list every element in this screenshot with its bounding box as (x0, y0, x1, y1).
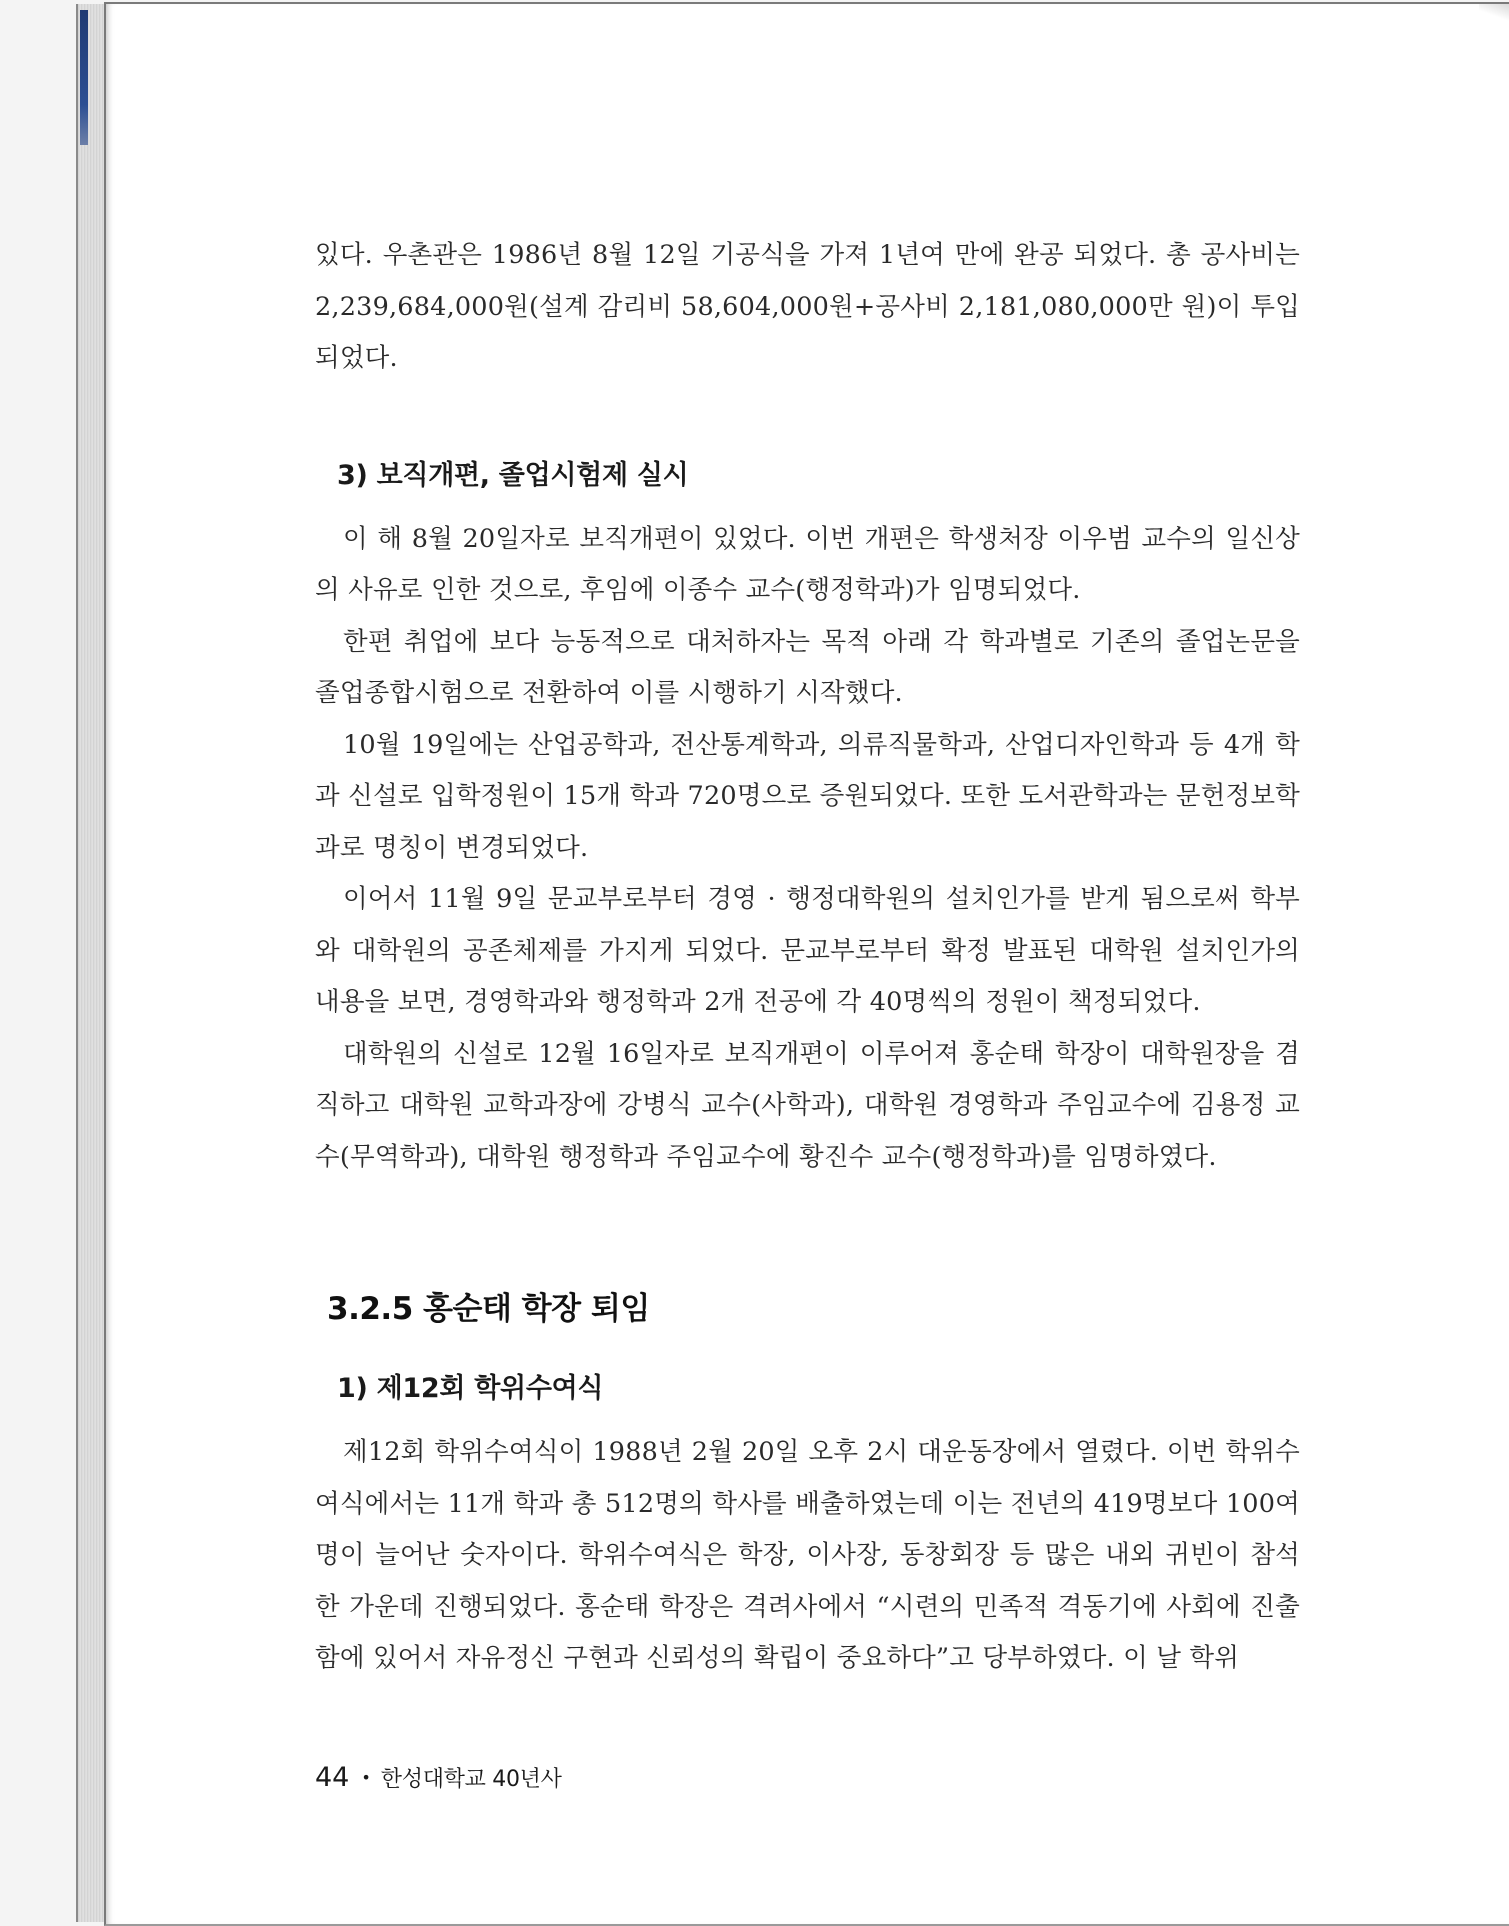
paragraph: 있다. 우촌관은 1986년 8월 12일 기공식을 가져 1년여 만에 완공 되었다. 총 공사비는 2,239,684,000원(설계 감리비 58,604,000원+공사비 2,181,080,000만 원)이 투입되었다. (315, 240, 1300, 373)
paragraph: 이 해 8월 20일자로 보직개편이 있었다. 이번 개편은 학생처장 이우범 교수의 일신상의 사유로 인한 것으로, 후임에 이종수 교수(행정학과)가 임명되었다. (315, 523, 1300, 605)
page-content (315, 230, 1300, 1685)
paragraph: 대학원의 신설로 12월 16일자로 보직개편이 이루어져 홍순태 학장이 대학원장을 겸직하고 대학원 교학과장에 강병식 교수(사학과), 대학원 경영학과 주임교수에 김용정 교수(무역학과), 대학원 행정학과 주임교수에 황진수 교수(행정학과)를 임명하였다. (315, 1038, 1300, 1172)
section-heading: 3) 보직개편, 졸업시험제 실시 (337, 459, 689, 491)
page-number: 44 (315, 1762, 350, 1793)
paragraph: 제12회 학위수여식이 1988년 2월 20일 오후 2시 대운동장에서 열렸다. 이번 학위수여식에서는 11개 학과 총 512명의 학사를 배출하였는데 이는 전년의 419명보다 100여 명이 늘어난 숫자이다. 학위수여식은 학장, 이사장, 동창회장 등 많은 내외 귀빈이 참석한 가운데 진행되었다. 홍순태 학장은 격려사에서 “시련의 민족적 격동기에 사회에 진출함에 있어서 자유정신 구현과 신뢰성의 확립이 중요하다”고 당부하였다. 이 날 학위 (315, 1437, 1300, 1673)
paragraph: 10월 19일에는 산업공학과, 전산통계학과, 의류직물학과, 산업디자인학과 등 4개 학과 신설로 입학정원이 15개 학과 720명으로 증원되었다. 또한 도서관학과는 문헌정보학과로 명칭이 변경되었다. (315, 729, 1300, 863)
chapter-heading: 3.2.5 홍순태 학장 퇴임 (327, 1291, 650, 1327)
section-heading: 1) 제12회 학위수여식 (337, 1373, 604, 1404)
page-corner-fold (1479, 4, 1509, 22)
paragraph: 한편 취업에 보다 능동적으로 대처하자는 목적 아래 각 학과별로 기존의 졸업논문을 졸업종합시험으로 전환하여 이를 시행하기 시작했다. (315, 626, 1300, 708)
spine-accent (80, 10, 88, 145)
paragraph: 이어서 11월 9일 문교부로부터 경영 · 행정대학원의 설치인가를 받게 됨으로써 학부와 대학원의 공존체제를 가지게 되었다. 문교부로부터 확정 발표된 대학원 설치인가의 내용을 보면, 경영학과와 행정학과 2개 전공에 각 40명씩의 정원이 책정되었다. (315, 884, 1300, 1017)
bullet-separator: • (361, 1768, 371, 1787)
book-title: 한성대학교 40년사 (380, 1767, 562, 1792)
page-footer (315, 1762, 562, 1793)
